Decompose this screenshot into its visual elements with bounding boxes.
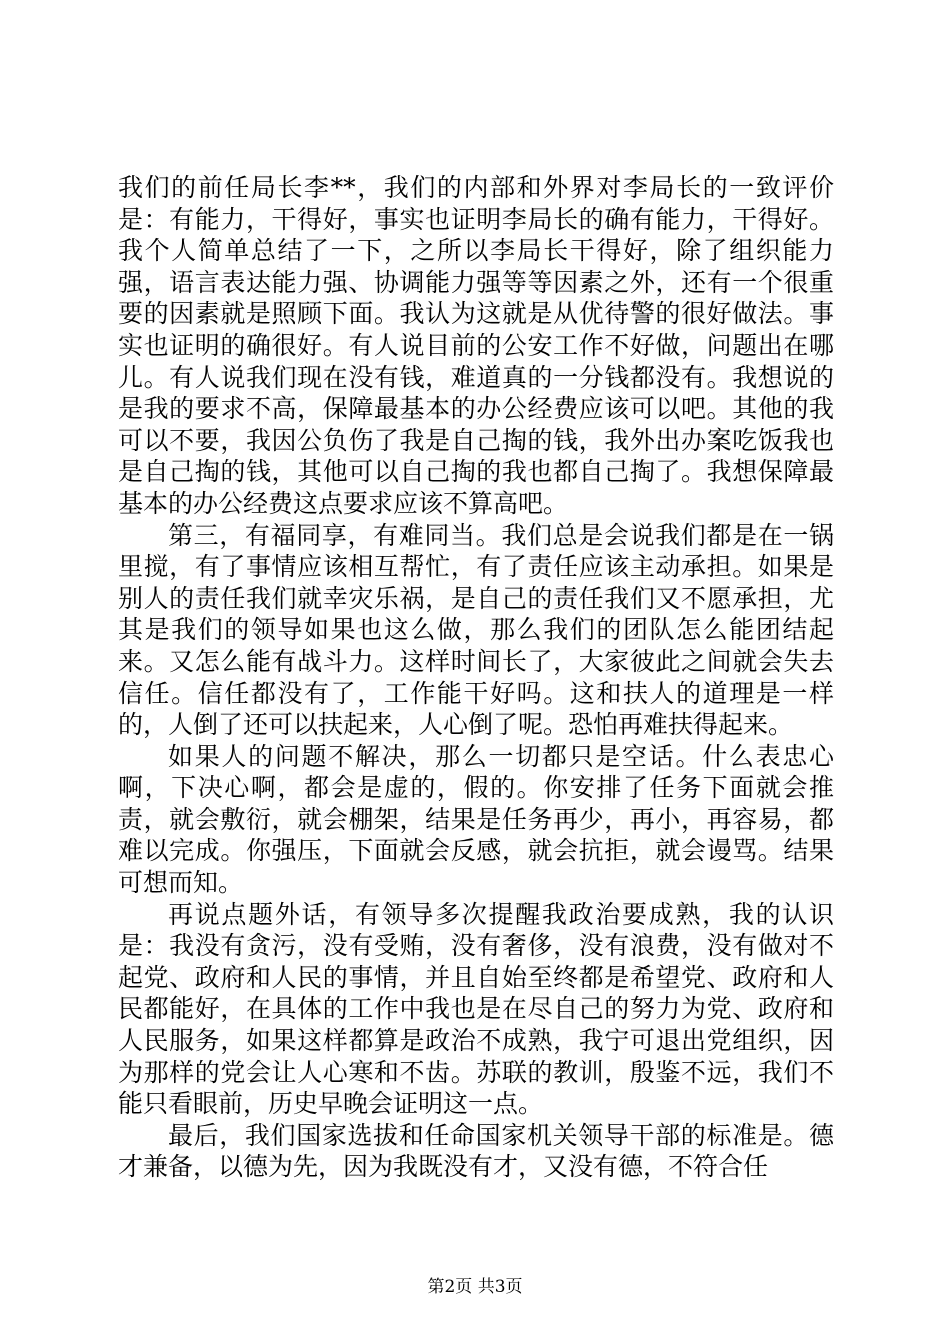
paragraph-2: 第三，有福同享，有难同当。我们总是会说我们都是在一锅里搅，有了事情应该相互帮忙，有了责任应该主动承担。如果是别人的责任我们就幸灾乐祸，是自己的责任我们又不愿承担，尤其是我们的领导如果也这么做，那么我们的团队怎么能团结起来。又怎么能有战斗力。这样时间长了，大家彼此之间就会失去信任。信任都没有了，工作能干好吗。这和扶人的道理是一样的，人倒了还可以扶起来，人心倒了呢。恐怕再难扶得起来。 (118, 520, 834, 740)
paragraph-1: 我们的前任局长李**，我们的内部和外界对李局长的一致评价是：有能力，干得好，事实也证明李局长的确有能力，干得好。我个人简单总结了一下，之所以李局长干得好，除了组织能力强，语言表达能力强、协调能力强等等因素之外，还有一个很重要的因素就是照顾下面。我认为这就是从优待警的很好做法。事实也证明的确很好。有人说目前的公安工作不好做，问题出在哪儿。有人说我们现在没有钱，难道真的一分钱都没有。我想说的是我的要求不高，保障最基本的办公经费应该可以吧。其他的我可以不要，我因公负伤了我是自己掏的钱，我外出办案吃饭我也是自己掏的钱，其他可以自己掏的我也都自己掏了。我想保障最基本的办公经费这点要求应该不算高吧。 (118, 173, 834, 518)
paragraph-3: 如果人的问题不解决，那么一切都只是空话。什么表忠心啊，下决心啊，都会是虚的，假的。你安排了任务下面就会推责，就会敷衍，就会棚架，结果是任务再少，再小，再容易，都难以完成。你强压，下面就会反感，就会抗拒，就会谩骂。结果可想而知。 (118, 741, 834, 898)
document-body (118, 172, 834, 1183)
paragraph-4: 再说点题外话，有领导多次提醒我政治要成熟，我的认识是：我没有贪污，没有受贿，没有奢侈，没有浪费，没有做对不起党、政府和人民的事情，并且自始至终都是希望党、政府和人民都能好，在具体的工作中我也是在尽自己的努力为党、政府和人民服务，如果这样都算是政治不成熟，我宁可退出党组织，因为那样的党会让人心寒和不齿。苏联的教训，殷鉴不远，我们不能只看眼前，历史早晚会证明这一点。 (118, 899, 834, 1119)
page-number-footer: 第2页 共3页 (427, 1277, 523, 1297)
paragraph-5: 最后，我们国家选拔和任命国家机关领导干部的标准是。德才兼备，以德为先，因为我既没有才，又没有德，不符合任 (118, 1120, 834, 1182)
